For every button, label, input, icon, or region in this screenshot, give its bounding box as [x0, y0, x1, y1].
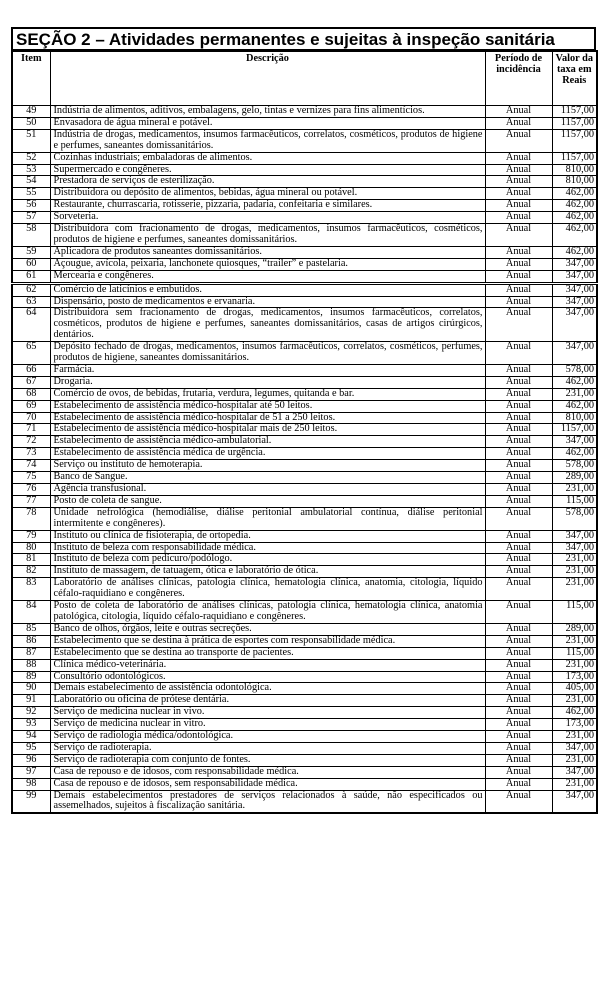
- row-description: Instituto de beleza com responsabilidade médica.: [50, 542, 485, 554]
- row-period: Anual: [485, 117, 552, 129]
- row-period: Anual: [485, 258, 552, 270]
- row-item-number: 76: [12, 484, 50, 496]
- row-item-number: 93: [12, 719, 50, 731]
- row-period: Anual: [485, 472, 552, 484]
- row-description: Serviço de radioterapia com conjunto de fontes.: [50, 754, 485, 766]
- row-description: Restaurante, churrascaria, rotisserie, pizzaria, padaria, confeitaria e similares.: [50, 200, 485, 212]
- row-period: Anual: [485, 671, 552, 683]
- row-description: Sorveteria.: [50, 212, 485, 224]
- table-row: [12, 342, 597, 365]
- row-item-number: 52: [12, 152, 50, 164]
- row-description: Comércio de laticínios e embutidos.: [50, 283, 485, 296]
- row-description: Banco de olhos, órgãos, leite e outras secreções.: [50, 623, 485, 635]
- table-row: [12, 647, 597, 659]
- row-item-number: 82: [12, 566, 50, 578]
- row-period: Anual: [485, 188, 552, 200]
- row-value: 347,00: [552, 342, 597, 365]
- row-value: 578,00: [552, 460, 597, 472]
- row-item-number: 89: [12, 671, 50, 683]
- row-description: Mercearia e congêneres.: [50, 270, 485, 283]
- row-item-number: 88: [12, 659, 50, 671]
- row-value: 405,00: [552, 683, 597, 695]
- table-row: [12, 412, 597, 424]
- row-period: Anual: [485, 152, 552, 164]
- row-period: Anual: [485, 412, 552, 424]
- table-row: [12, 566, 597, 578]
- row-period: Anual: [485, 436, 552, 448]
- row-period: Anual: [485, 460, 552, 472]
- row-description: Consultório odontológicos.: [50, 671, 485, 683]
- row-value: 115,00: [552, 647, 597, 659]
- row-period: Anual: [485, 507, 552, 530]
- row-description: Estabelecimento de assistência médica de urgência.: [50, 448, 485, 460]
- row-value: 810,00: [552, 412, 597, 424]
- row-period: Anual: [485, 578, 552, 601]
- row-period: Anual: [485, 647, 552, 659]
- row-item-number: 59: [12, 246, 50, 258]
- row-description: Dispensário, posto de medicamentos e ervanaria.: [50, 296, 485, 308]
- table-row: [12, 707, 597, 719]
- row-value: 231,00: [552, 731, 597, 743]
- row-description: Cozinhas industriais; embaladoras de alimentos.: [50, 152, 485, 164]
- row-period: Anual: [485, 224, 552, 247]
- row-period: Anual: [485, 601, 552, 624]
- row-period: Anual: [485, 742, 552, 754]
- row-period: Anual: [485, 754, 552, 766]
- table-row: [12, 308, 597, 342]
- table-row: [12, 495, 597, 507]
- row-description: Posto de coleta de laboratório de análises clínicas, patologia clínica, hematologia clínica, anatomia patológica, citologia, líquido céfalo-raquidiano e congêneres.: [50, 601, 485, 624]
- row-description: Instituto de massagem, de tatuagem, ótica e laboratório de ótica.: [50, 566, 485, 578]
- row-description: Banco de Sangue.: [50, 472, 485, 484]
- row-item-number: 57: [12, 212, 50, 224]
- row-item-number: 55: [12, 188, 50, 200]
- row-value: 462,00: [552, 448, 597, 460]
- row-description: Distribuidora sem fracionamento de drogas, medicamentos, insumos farmacêuticos, correlatos, cosméticos, produtos de higiene e perfumes, saneantes domissanitários, casas de artigos cirúrgicos, dentários.: [50, 308, 485, 342]
- row-description: Serviço de medicina nuclear in vivo.: [50, 707, 485, 719]
- row-description: Estabelecimento de assistência médico-hospitalar até 50 leitos.: [50, 400, 485, 412]
- row-value: 231,00: [552, 554, 597, 566]
- table-row: [12, 246, 597, 258]
- row-period: Anual: [485, 388, 552, 400]
- row-item-number: 96: [12, 754, 50, 766]
- row-item-number: 83: [12, 578, 50, 601]
- row-period: Anual: [485, 308, 552, 342]
- row-item-number: 64: [12, 308, 50, 342]
- row-item-number: 66: [12, 364, 50, 376]
- table-row: [12, 436, 597, 448]
- row-description: Estabelecimento que se destina ao transporte de pacientes.: [50, 647, 485, 659]
- row-period: Anual: [485, 212, 552, 224]
- table-row: [12, 578, 597, 601]
- row-item-number: 81: [12, 554, 50, 566]
- row-item-number: 69: [12, 400, 50, 412]
- row-description: Posto de coleta de sangue.: [50, 495, 485, 507]
- row-item-number: 80: [12, 542, 50, 554]
- row-period: Anual: [485, 376, 552, 388]
- row-item-number: 78: [12, 507, 50, 530]
- row-item-number: 94: [12, 731, 50, 743]
- row-period: Anual: [485, 106, 552, 118]
- row-period: Anual: [485, 364, 552, 376]
- row-period: Anual: [485, 342, 552, 365]
- row-value: 347,00: [552, 270, 597, 283]
- row-item-number: 87: [12, 647, 50, 659]
- row-period: Anual: [485, 270, 552, 283]
- row-item-number: 49: [12, 106, 50, 118]
- table-row: [12, 283, 597, 296]
- row-period: Anual: [485, 400, 552, 412]
- row-item-number: 53: [12, 164, 50, 176]
- row-value: 347,00: [552, 766, 597, 778]
- row-description: Demais estabelecimento de assistência odontológica.: [50, 683, 485, 695]
- row-item-number: 56: [12, 200, 50, 212]
- row-value: 231,00: [552, 695, 597, 707]
- row-item-number: 67: [12, 376, 50, 388]
- fee-table: [11, 50, 598, 814]
- row-description: Indústria de alimentos, aditivos, embalagens, gelo, tintas e vernizes para fins alimentícios.: [50, 106, 485, 118]
- row-period: Anual: [485, 448, 552, 460]
- row-period: Anual: [485, 164, 552, 176]
- section-title: SEÇÃO 2 – Atividades permanentes e sujeitas à inspeção sanitária: [11, 27, 596, 50]
- row-value: 578,00: [552, 364, 597, 376]
- row-value: 231,00: [552, 778, 597, 790]
- table-header-row: [12, 51, 597, 106]
- row-item-number: 74: [12, 460, 50, 472]
- row-period: Anual: [485, 176, 552, 188]
- row-item-number: 95: [12, 742, 50, 754]
- row-period: Anual: [485, 707, 552, 719]
- row-item-number: 58: [12, 224, 50, 247]
- row-item-number: 92: [12, 707, 50, 719]
- row-value: 289,00: [552, 623, 597, 635]
- row-description: Depósito fechado de drogas, medicamentos, insumos farmacêuticos, correlatos, cosméticos, perfumes, produtos de higiene, saneantes domissanitários.: [50, 342, 485, 365]
- row-description: Serviço ou instituto de hemoterapia.: [50, 460, 485, 472]
- row-value: 115,00: [552, 601, 597, 624]
- row-period: Anual: [485, 566, 552, 578]
- row-value: 462,00: [552, 212, 597, 224]
- header-description: Descrição: [50, 51, 485, 106]
- row-description: Instituto de beleza com pedicuro/podólogo.: [50, 554, 485, 566]
- row-period: Anual: [485, 484, 552, 496]
- row-item-number: 91: [12, 695, 50, 707]
- row-item-number: 84: [12, 601, 50, 624]
- row-item-number: 61: [12, 270, 50, 283]
- row-description: Distribuidora ou depósito de alimentos, bebidas, água mineral ou potável.: [50, 188, 485, 200]
- row-value: 231,00: [552, 659, 597, 671]
- row-description: Laboratório de análises clínicas, patologia clínica, hematologia clínica, anatomia, citologia, líquido céfalo-raquidiano e congêneres.: [50, 578, 485, 601]
- row-item-number: 50: [12, 117, 50, 129]
- row-value: 231,00: [552, 754, 597, 766]
- row-item-number: 63: [12, 296, 50, 308]
- row-item-number: 60: [12, 258, 50, 270]
- row-description: Indústria de drogas, medicamentos, insumos farmacêuticos, correlatos, cosméticos, produtos de higiene e perfumes, saneantes domissanitários.: [50, 129, 485, 152]
- row-value: 1157,00: [552, 152, 597, 164]
- table-row: [12, 106, 597, 118]
- table-row: [12, 460, 597, 472]
- row-value: 347,00: [552, 436, 597, 448]
- table-row: [12, 623, 597, 635]
- row-period: Anual: [485, 283, 552, 296]
- table-row: [12, 296, 597, 308]
- row-item-number: 85: [12, 623, 50, 635]
- row-value: 231,00: [552, 484, 597, 496]
- row-value: 810,00: [552, 164, 597, 176]
- row-description: Instituto ou clínica de fisioterapia, de ortopedia.: [50, 530, 485, 542]
- table-row: [12, 270, 597, 283]
- table-row: [12, 754, 597, 766]
- table-row: [12, 152, 597, 164]
- row-item-number: 54: [12, 176, 50, 188]
- row-period: Anual: [485, 542, 552, 554]
- row-item-number: 68: [12, 388, 50, 400]
- table-row: [12, 601, 597, 624]
- table-row: [12, 164, 597, 176]
- row-period: Anual: [485, 246, 552, 258]
- table-row: [12, 188, 597, 200]
- row-period: Anual: [485, 719, 552, 731]
- row-period: Anual: [485, 495, 552, 507]
- row-description: Agência transfusional.: [50, 484, 485, 496]
- row-description: Distribuidora com fracionamento de drogas, medicamentos, insumos farmacêuticos, cosméticos, produtos de higiene e perfumes, saneantes domissanitários.: [50, 224, 485, 247]
- header-item: Item: [12, 51, 50, 106]
- row-period: Anual: [485, 623, 552, 635]
- row-value: 462,00: [552, 188, 597, 200]
- row-period: Anual: [485, 683, 552, 695]
- row-period: Anual: [485, 296, 552, 308]
- row-description: Unidade nefrológica (hemodiálise, diálise peritonial ambulatorial contínua, diálise peritonial intermitente e congêneres).: [50, 507, 485, 530]
- table-row: [12, 554, 597, 566]
- table-row: [12, 683, 597, 695]
- row-description: Casa de repouso e de idosos, sem responsabilidade médica.: [50, 778, 485, 790]
- table-row: [12, 129, 597, 152]
- row-period: Anual: [485, 635, 552, 647]
- row-value: 462,00: [552, 707, 597, 719]
- row-period: Anual: [485, 200, 552, 212]
- row-value: 231,00: [552, 566, 597, 578]
- row-period: Anual: [485, 778, 552, 790]
- row-period: Anual: [485, 424, 552, 436]
- row-description: Estabelecimento de assistência médico-ambulatorial.: [50, 436, 485, 448]
- row-period: Anual: [485, 530, 552, 542]
- row-value: 578,00: [552, 507, 597, 530]
- table-row: [12, 790, 597, 813]
- row-description: Drogaria.: [50, 376, 485, 388]
- row-item-number: 62: [12, 283, 50, 296]
- row-value: 1157,00: [552, 117, 597, 129]
- row-description: Supermercado e congêneres.: [50, 164, 485, 176]
- table-row: [12, 742, 597, 754]
- row-value: 462,00: [552, 224, 597, 247]
- row-value: 231,00: [552, 578, 597, 601]
- table-row: [12, 695, 597, 707]
- row-description: Estabelecimento de assistência médico-hospitalar mais de 250 leitos.: [50, 424, 485, 436]
- row-value: 462,00: [552, 246, 597, 258]
- table-row: [12, 258, 597, 270]
- row-description: Prestadora de serviços de esterilização.: [50, 176, 485, 188]
- row-value: 347,00: [552, 530, 597, 542]
- row-period: Anual: [485, 129, 552, 152]
- row-item-number: 90: [12, 683, 50, 695]
- table-row: [12, 388, 597, 400]
- row-item-number: 51: [12, 129, 50, 152]
- row-item-number: 98: [12, 778, 50, 790]
- row-value: 347,00: [552, 790, 597, 813]
- row-item-number: 70: [12, 412, 50, 424]
- row-description: Estabelecimento que se destina à prática de esportes com responsabilidade médica.: [50, 635, 485, 647]
- table-row: [12, 117, 597, 129]
- row-value: 173,00: [552, 719, 597, 731]
- row-item-number: 77: [12, 495, 50, 507]
- row-value: 462,00: [552, 200, 597, 212]
- row-value: 1157,00: [552, 424, 597, 436]
- row-item-number: 86: [12, 635, 50, 647]
- table-row: [12, 364, 597, 376]
- row-value: 462,00: [552, 376, 597, 388]
- header-value: Valor da taxa em Reais: [552, 51, 597, 106]
- table-row: [12, 424, 597, 436]
- row-item-number: 71: [12, 424, 50, 436]
- row-item-number: 97: [12, 766, 50, 778]
- row-item-number: 72: [12, 436, 50, 448]
- row-description: Estabelecimento de assistência médico-hospitalar de 51 a 250 leitos.: [50, 412, 485, 424]
- row-value: 347,00: [552, 542, 597, 554]
- row-value: 347,00: [552, 308, 597, 342]
- row-description: Serviço de medicina nuclear in vitro.: [50, 719, 485, 731]
- table-row: [12, 635, 597, 647]
- row-value: 347,00: [552, 283, 597, 296]
- table-body: [12, 106, 597, 814]
- row-item-number: 75: [12, 472, 50, 484]
- row-period: Anual: [485, 790, 552, 813]
- table-row: [12, 507, 597, 530]
- row-period: Anual: [485, 731, 552, 743]
- table-row: [12, 659, 597, 671]
- row-period: Anual: [485, 766, 552, 778]
- table-row: [12, 671, 597, 683]
- header-period: Período de incidência: [485, 51, 552, 106]
- table-row: [12, 731, 597, 743]
- table-row: [12, 542, 597, 554]
- row-description: Comércio de ovos, de bebidas, frutaria, verdura, legumes, quitanda e bar.: [50, 388, 485, 400]
- table-row: [12, 484, 597, 496]
- row-period: Anual: [485, 695, 552, 707]
- row-value: 289,00: [552, 472, 597, 484]
- table-row: [12, 200, 597, 212]
- row-item-number: 79: [12, 530, 50, 542]
- table-row: [12, 224, 597, 247]
- row-value: 231,00: [552, 635, 597, 647]
- table-row: [12, 376, 597, 388]
- row-value: 347,00: [552, 742, 597, 754]
- row-item-number: 99: [12, 790, 50, 813]
- row-period: Anual: [485, 659, 552, 671]
- row-description: Clínica médico-veterinária.: [50, 659, 485, 671]
- table-row: [12, 719, 597, 731]
- row-description: Açougue, avícola, peixaria, lanchonete quiosques, “trailer” e pastelaria.: [50, 258, 485, 270]
- row-value: 231,00: [552, 388, 597, 400]
- row-value: 347,00: [552, 296, 597, 308]
- table-row: [12, 778, 597, 790]
- row-description: Farmácia.: [50, 364, 485, 376]
- row-value: 810,00: [552, 176, 597, 188]
- table-row: [12, 400, 597, 412]
- row-value: 1157,00: [552, 106, 597, 118]
- table-row: [12, 212, 597, 224]
- table-row: [12, 176, 597, 188]
- row-description: Demais estabelecimentos prestadores de serviços relacionados à saúde, não especificados ou assemelhados, sujeitos à fiscalização sanitária.: [50, 790, 485, 813]
- row-value: 173,00: [552, 671, 597, 683]
- row-period: Anual: [485, 554, 552, 566]
- table-row: [12, 766, 597, 778]
- row-description: Serviço de radioterapia.: [50, 742, 485, 754]
- row-description: Aplicadora de produtos saneantes domissanitários.: [50, 246, 485, 258]
- row-description: Laboratório ou oficina de prótese dentária.: [50, 695, 485, 707]
- row-description: Envasadora de água mineral e potável.: [50, 117, 485, 129]
- row-description: Casa de repouso e de idosos, com responsabilidade médica.: [50, 766, 485, 778]
- table-row: [12, 448, 597, 460]
- table-row: [12, 530, 597, 542]
- row-item-number: 73: [12, 448, 50, 460]
- row-item-number: 65: [12, 342, 50, 365]
- row-value: 462,00: [552, 400, 597, 412]
- row-value: 1157,00: [552, 129, 597, 152]
- row-description: Serviço de radiologia médica/odontológica.: [50, 731, 485, 743]
- row-value: 115,00: [552, 495, 597, 507]
- row-value: 347,00: [552, 258, 597, 270]
- table-row: [12, 472, 597, 484]
